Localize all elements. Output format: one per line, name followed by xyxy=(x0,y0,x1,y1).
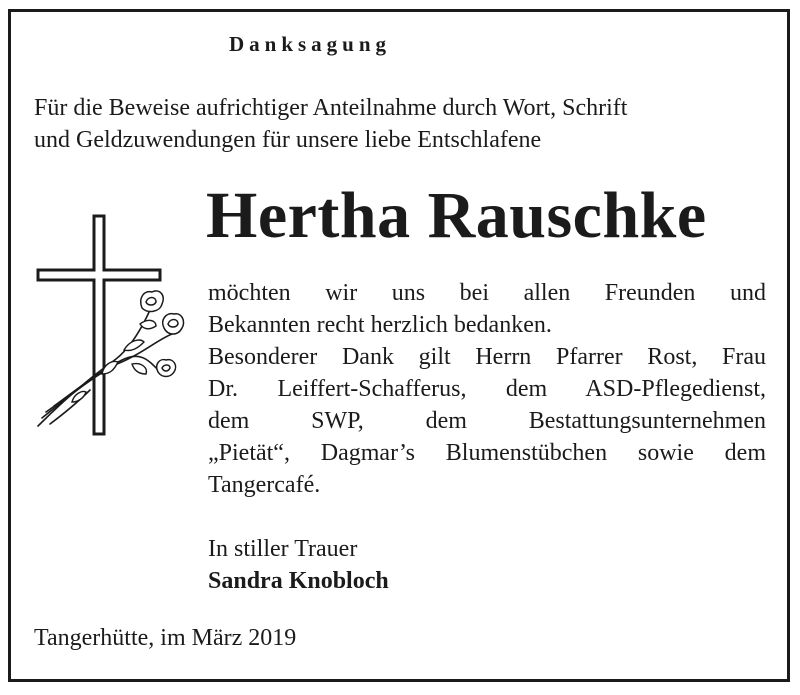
place-and-date: Tangerhütte, im März 2019 xyxy=(34,625,297,651)
thanks-line: Tangercafé. xyxy=(208,472,321,498)
intro-line: Für die Beweise aufrichtiger Anteilnahme durch Wort, Schrift xyxy=(34,95,628,121)
thanks-line: Bekannten recht herzlich bedanken. xyxy=(208,312,552,338)
thanks-line: dem SWP, dem Bestattungsunternehmen xyxy=(208,408,766,434)
intro-text xyxy=(34,92,774,156)
closing-phrase: In stiller Trauer xyxy=(208,536,358,562)
notice-heading: Danksagung xyxy=(228,32,392,56)
deceased-name: Hertha Rauschke xyxy=(206,179,707,252)
intro-line: und Geldzuwendungen für unsere liebe Entschlafene xyxy=(34,127,542,153)
signer-name: Sandra Knobloch xyxy=(208,568,389,594)
thanks-line: „Pietät“, Dagmar’s Blumenstübchen sowie dem xyxy=(208,440,766,466)
cross-with-roses-icon xyxy=(32,212,192,442)
thanks-text xyxy=(208,277,766,501)
thanks-line: möchten wir uns bei allen Freunden und xyxy=(208,280,766,306)
thanks-line: Dr. Leiffert-Schafferus, dem ASD-Pflegedienst, xyxy=(208,376,766,402)
signature-block xyxy=(208,533,389,597)
thanks-line: Besonderer Dank gilt Herrn Pfarrer Rost, Frau xyxy=(208,344,766,370)
